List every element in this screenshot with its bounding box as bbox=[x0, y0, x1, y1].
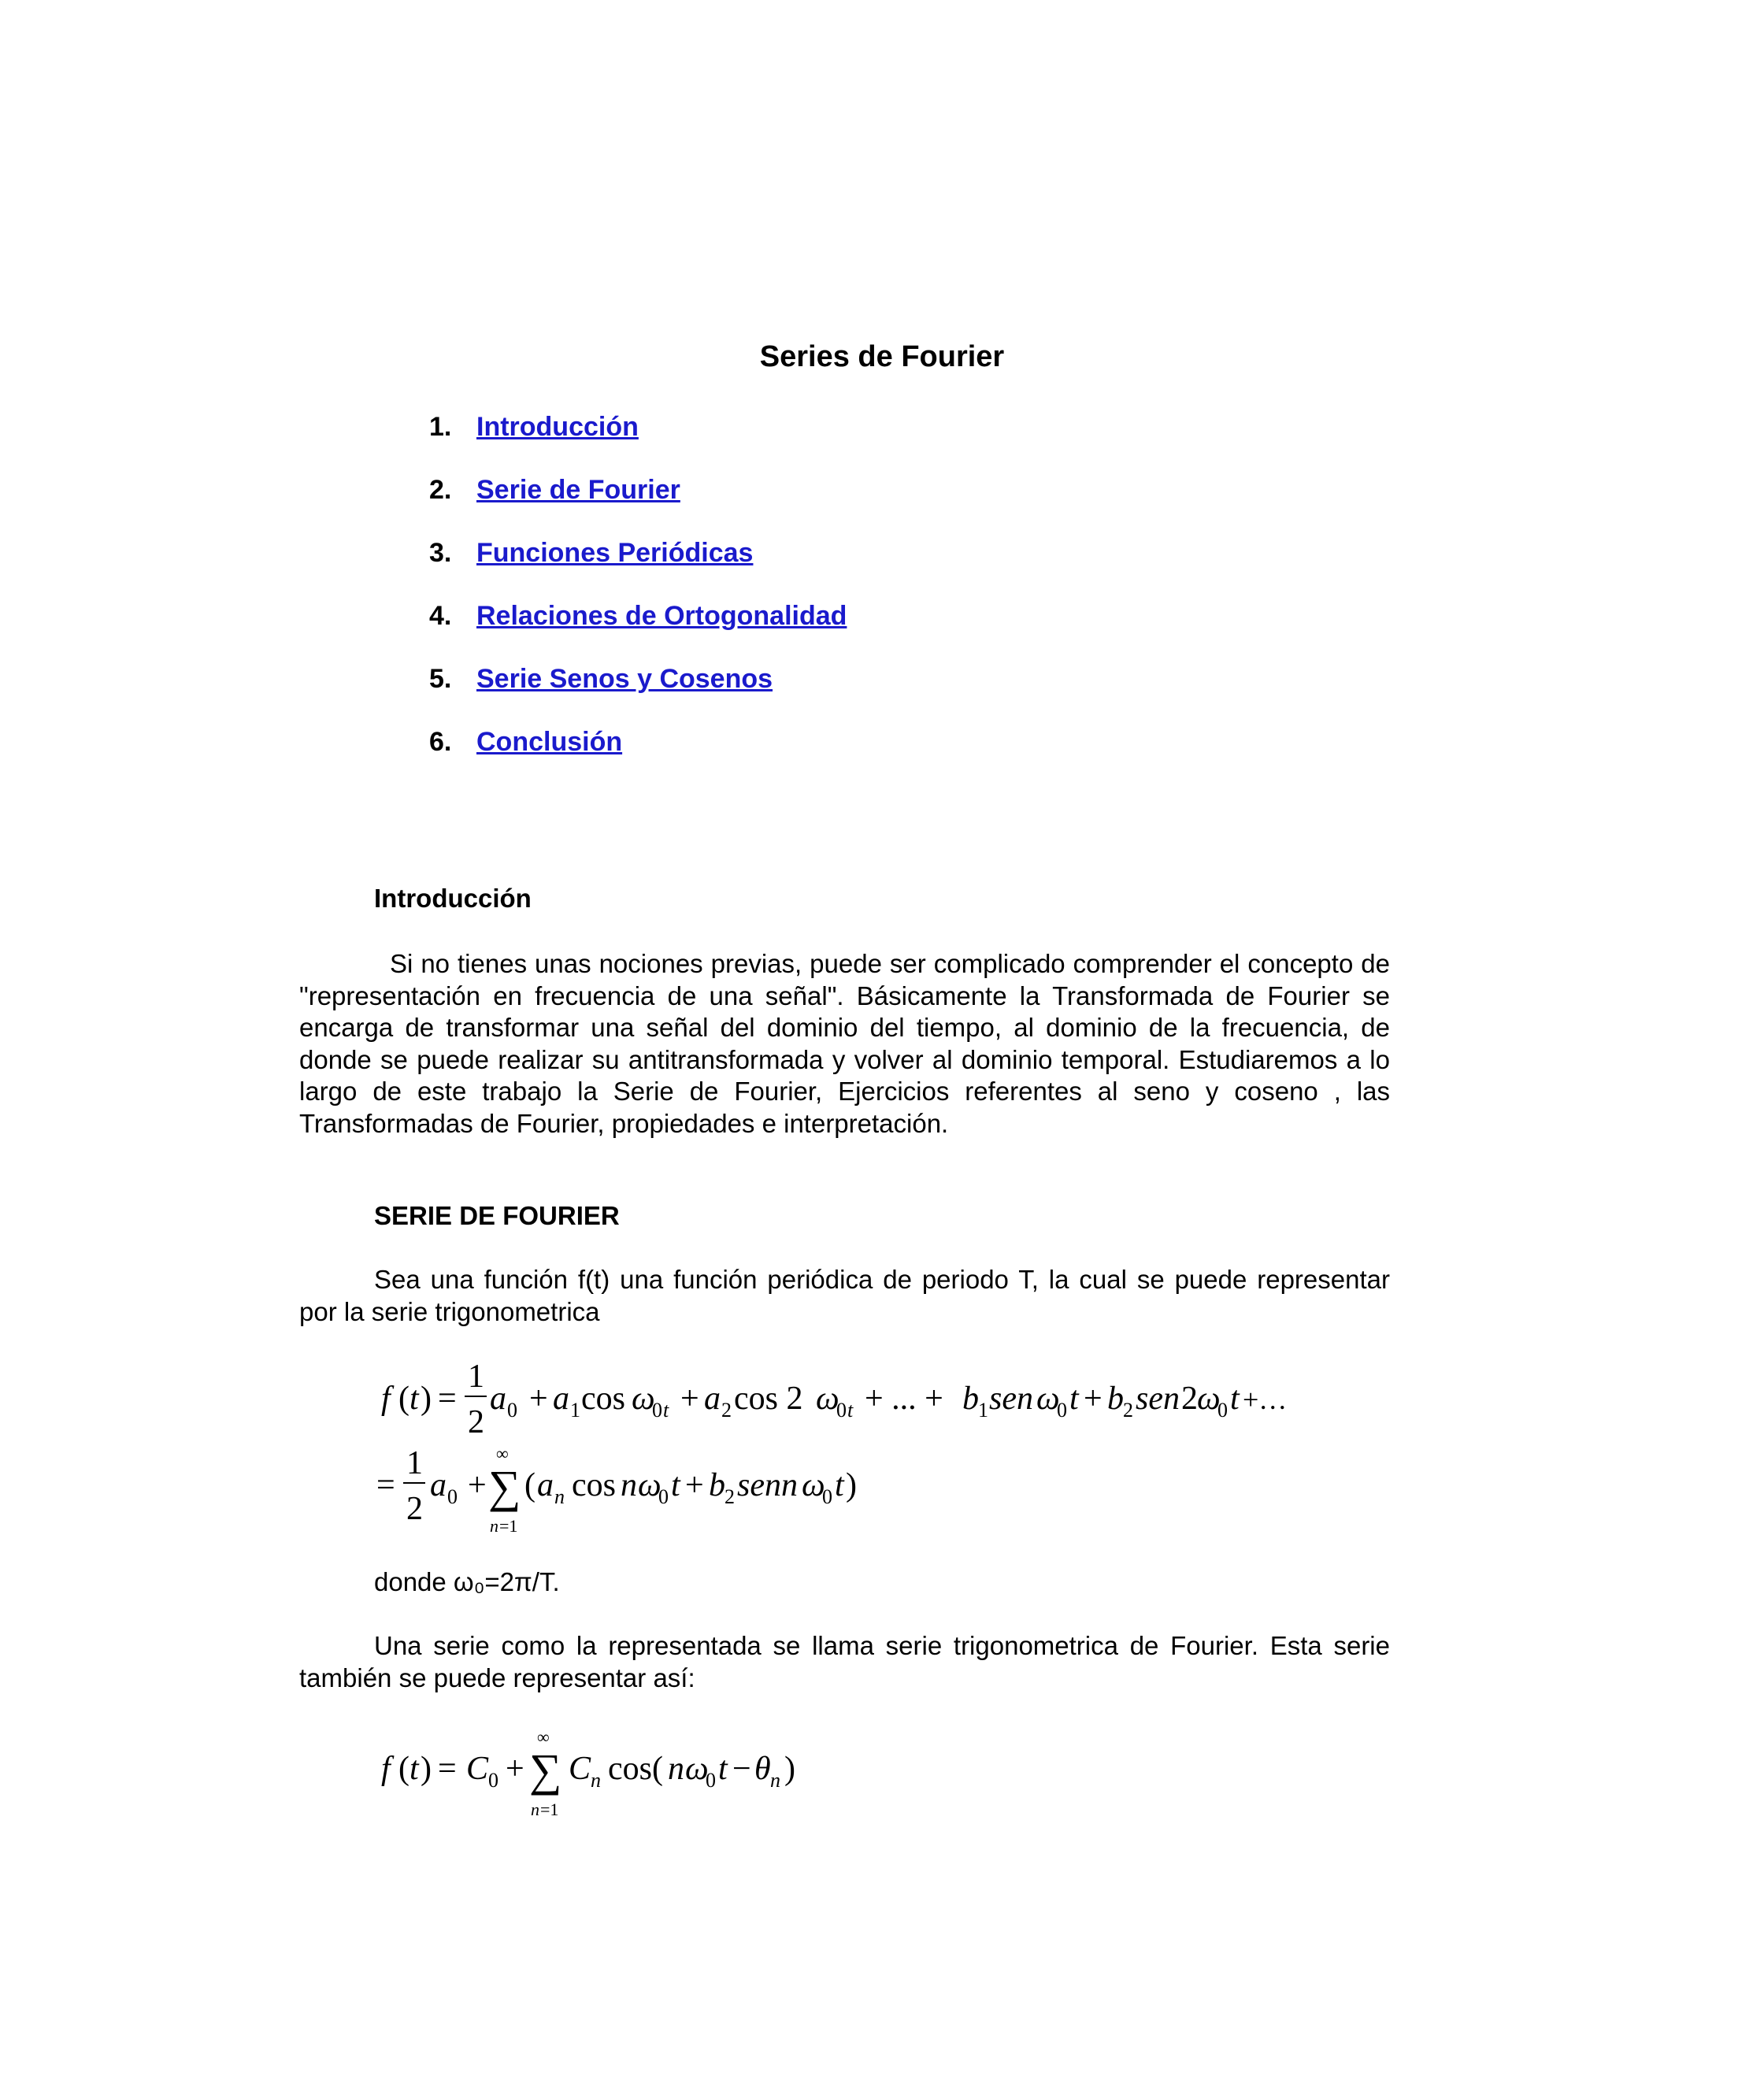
toc-item bbox=[429, 534, 847, 597]
svg-text:2: 2 bbox=[1123, 1399, 1133, 1422]
svg-text:cos(: cos( bbox=[608, 1751, 663, 1787]
svg-text:f: f bbox=[381, 1381, 391, 1417]
cosine-form-formula bbox=[378, 1729, 819, 1823]
svg-text:a: a bbox=[490, 1381, 506, 1417]
toc-number: 3. bbox=[429, 538, 452, 568]
serie-paragraph-1: Sea una función f(t) una función periódica de periodo T, la cual se puede representar por la serie trigonometrica bbox=[299, 1265, 1390, 1326]
svg-text:sen: sen bbox=[989, 1381, 1033, 1417]
svg-text:+: + bbox=[529, 1381, 548, 1417]
svg-text:n: n bbox=[554, 1485, 565, 1508]
svg-text:t: t bbox=[835, 1467, 844, 1503]
table-of-contents bbox=[429, 408, 847, 786]
toc-item bbox=[429, 723, 847, 786]
svg-text:ω: ω bbox=[802, 1467, 825, 1503]
svg-text:ω: ω bbox=[1036, 1381, 1060, 1417]
svg-text:n: n bbox=[668, 1751, 684, 1787]
svg-text:0: 0 bbox=[706, 1769, 716, 1792]
toc-link-funciones-periodicas[interactable]: Funciones Periódicas bbox=[476, 538, 754, 568]
svg-text:ω: ω bbox=[816, 1381, 839, 1417]
toc-number: 1. bbox=[429, 412, 452, 442]
svg-text:t: t bbox=[663, 1399, 669, 1422]
svg-text:(: ( bbox=[524, 1467, 536, 1503]
svg-text:senn: senn bbox=[737, 1467, 798, 1503]
svg-text:2: 2 bbox=[721, 1399, 732, 1422]
svg-text:sen: sen bbox=[1136, 1381, 1180, 1417]
svg-text:0: 0 bbox=[836, 1399, 847, 1422]
svg-text:+: + bbox=[680, 1381, 699, 1417]
svg-text:C: C bbox=[569, 1751, 591, 1787]
svg-text:=: = bbox=[438, 1381, 457, 1417]
svg-text:0: 0 bbox=[507, 1399, 517, 1422]
svg-text:ω: ω bbox=[1197, 1381, 1221, 1417]
svg-text:∞: ∞ bbox=[496, 1444, 509, 1463]
svg-text:+: + bbox=[468, 1467, 487, 1503]
svg-text:ω: ω bbox=[638, 1467, 662, 1503]
svg-text:a: a bbox=[553, 1381, 569, 1417]
svg-text:θ: θ bbox=[754, 1751, 771, 1787]
toc-link-serie-de-fourier[interactable]: Serie de Fourier bbox=[476, 475, 680, 505]
svg-text:t: t bbox=[671, 1467, 680, 1503]
svg-text:∞: ∞ bbox=[537, 1727, 550, 1747]
svg-text:(: ( bbox=[398, 1751, 410, 1787]
toc-item bbox=[429, 597, 847, 660]
svg-text:a: a bbox=[430, 1467, 447, 1503]
svg-text:0: 0 bbox=[658, 1485, 669, 1508]
svg-text:1: 1 bbox=[570, 1399, 580, 1422]
svg-text:C: C bbox=[466, 1751, 489, 1787]
svg-text:n: n bbox=[770, 1769, 780, 1792]
svg-text:=1: =1 bbox=[540, 1800, 559, 1819]
svg-text:(: ( bbox=[398, 1381, 410, 1417]
svg-text:t: t bbox=[847, 1399, 854, 1422]
fourier-series-formula-line-1 bbox=[378, 1359, 1288, 1445]
svg-text:1: 1 bbox=[978, 1399, 988, 1422]
toc-number: 2. bbox=[429, 475, 452, 505]
toc-item bbox=[429, 471, 847, 534]
svg-text:0: 0 bbox=[488, 1769, 498, 1792]
svg-text:a: a bbox=[704, 1381, 721, 1417]
svg-text:f: f bbox=[381, 1751, 391, 1787]
svg-text:=: = bbox=[376, 1467, 395, 1503]
svg-text:+: + bbox=[506, 1751, 524, 1787]
toc-link-introduccion[interactable]: Introducción bbox=[476, 412, 639, 442]
svg-text:2: 2 bbox=[724, 1485, 735, 1508]
svg-text:+…: +… bbox=[1243, 1384, 1288, 1415]
svg-text:): ) bbox=[784, 1751, 795, 1787]
toc-link-relaciones-de-ortogonalidad[interactable]: Relaciones de Ortogonalidad bbox=[476, 601, 847, 631]
svg-text:ω: ω bbox=[685, 1751, 709, 1787]
fourier-series-formula-line-2 bbox=[370, 1445, 858, 1540]
intro-paragraph: Si no tienes unas nociones previas, puede ser complicado comprender el concepto de "representación en frecuencia de una señal". Básicamente la Transformada de Fourier se encarga de transformar una señal del dominio del tiempo, al dominio de la frecuencia, de donde se puede realizar su antitransformada y volver al dominio temporal. Estudiaremos a lo largo de este trabajo la Serie de Fourier, Ejercicios referentes al seno y coseno , las Transformadas de Fourier, propiedades e interpretación. bbox=[299, 949, 1390, 1138]
svg-text:0: 0 bbox=[652, 1399, 662, 1422]
svg-text:2: 2 bbox=[468, 1404, 484, 1440]
svg-text:ω: ω bbox=[632, 1381, 655, 1417]
toc-item bbox=[429, 660, 847, 723]
svg-text:t: t bbox=[1230, 1381, 1240, 1417]
svg-text:n: n bbox=[591, 1769, 601, 1792]
svg-text:cos: cos bbox=[572, 1467, 616, 1503]
svg-text:1: 1 bbox=[406, 1445, 423, 1481]
svg-text:n: n bbox=[490, 1516, 498, 1536]
svg-text:2: 2 bbox=[1181, 1381, 1198, 1417]
toc-item bbox=[429, 408, 847, 471]
svg-text:cos: cos bbox=[581, 1381, 625, 1417]
svg-text:a: a bbox=[537, 1467, 554, 1503]
serie-heading: SERIE DE FOURIER bbox=[374, 1201, 620, 1230]
toc-link-serie-senos-y-cosenos[interactable]: Serie Senos y Cosenos bbox=[476, 664, 773, 694]
svg-text:): ) bbox=[421, 1751, 432, 1787]
svg-text:0: 0 bbox=[1057, 1399, 1067, 1422]
toc-number: 5. bbox=[429, 664, 452, 694]
svg-text:0: 0 bbox=[1217, 1399, 1228, 1422]
toc-number: 6. bbox=[429, 727, 452, 757]
toc-link-conclusion[interactable]: Conclusión bbox=[476, 727, 623, 757]
svg-text:b: b bbox=[709, 1467, 725, 1503]
svg-text:0: 0 bbox=[447, 1485, 458, 1508]
svg-text:+: + bbox=[1084, 1381, 1102, 1417]
svg-text:0: 0 bbox=[822, 1485, 832, 1508]
svg-text:): ) bbox=[421, 1381, 432, 1417]
svg-text:t: t bbox=[718, 1751, 728, 1787]
svg-text:2: 2 bbox=[406, 1491, 423, 1527]
svg-text:−: − bbox=[732, 1751, 751, 1787]
svg-text:=1: =1 bbox=[499, 1516, 518, 1536]
svg-text:∑: ∑ bbox=[488, 1461, 521, 1512]
serie-paragraph-2: Una serie como la representada se llama serie trigonometrica de Fourier. Esta serie también se puede representar así: bbox=[299, 1631, 1390, 1692]
toc-number: 4. bbox=[429, 601, 452, 631]
svg-text:n: n bbox=[621, 1467, 637, 1503]
svg-text:∑: ∑ bbox=[529, 1744, 562, 1796]
svg-text:b: b bbox=[1107, 1381, 1124, 1417]
intro-heading: Introducción bbox=[374, 884, 532, 913]
svg-text:b: b bbox=[962, 1381, 979, 1417]
svg-text:t: t bbox=[410, 1751, 419, 1787]
svg-text:+: + bbox=[685, 1467, 704, 1503]
omega-definition: donde ω₀=2π/T. bbox=[374, 1567, 560, 1596]
svg-text:cos 2: cos 2 bbox=[734, 1381, 803, 1417]
svg-text:): ) bbox=[846, 1467, 857, 1503]
page-title: Series de Fourier bbox=[759, 340, 1005, 373]
svg-text:n: n bbox=[531, 1800, 539, 1819]
svg-text:1: 1 bbox=[468, 1359, 484, 1395]
svg-text:+ ... +: + ... + bbox=[865, 1381, 943, 1417]
svg-text:t: t bbox=[410, 1381, 419, 1417]
svg-text:=: = bbox=[438, 1751, 457, 1787]
svg-text:t: t bbox=[1069, 1381, 1079, 1417]
